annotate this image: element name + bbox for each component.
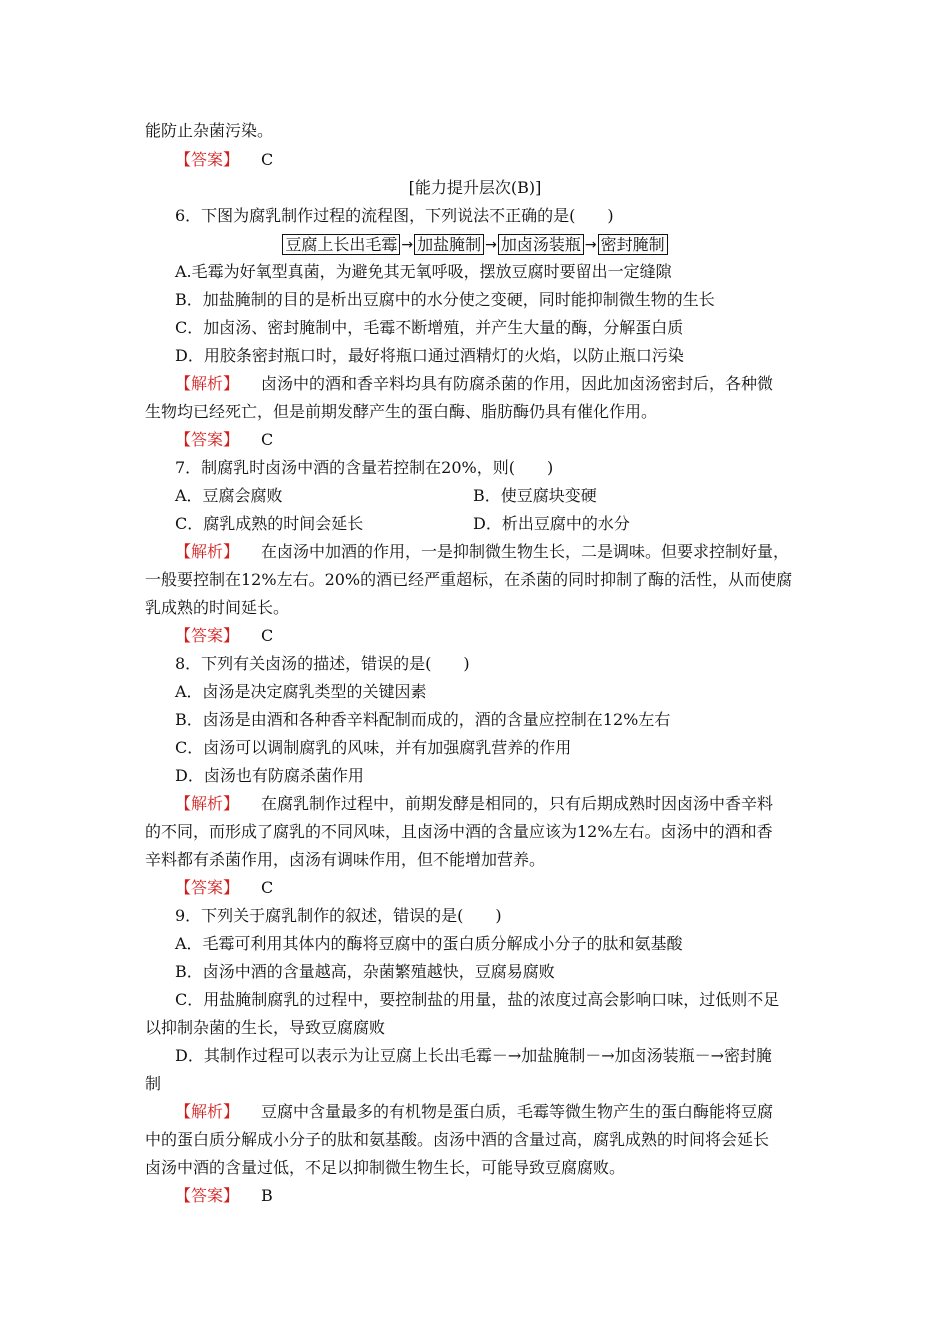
q7-stem: 7．制腐乳时卤汤中酒的含量若控制在20%，则( ) bbox=[175, 458, 554, 477]
q6-answer: C bbox=[261, 430, 274, 449]
q7-analysis-text-1: 在卤汤中加酒的作用，一是抑制微生物生长，二是调味。但要求控制好量， bbox=[261, 542, 790, 561]
q7-analysis-line-1 bbox=[175, 542, 789, 562]
section-title: [能力提升层次(B)] bbox=[408, 178, 542, 197]
q9-analysis-line-2: 中的蛋白质分解成小分子的肽和氨基酸。卤汤中酒的含量过高，腐乳成熟的时间将会延长 bbox=[145, 1130, 770, 1149]
q6-analysis-text-1: 卤汤中的酒和香辛料均具有防腐杀菌的作用，因此加卤汤密封后，各种微 bbox=[261, 374, 774, 393]
analysis-label: 【解析】 bbox=[175, 542, 240, 561]
q9-option-c-line-2: 以抑制杂菌的生长，导致豆腐腐败 bbox=[145, 1018, 386, 1037]
q6-option-a: A.毛霉为好氧型真菌，为避免其无氧呼吸，摆放豆腐时要留出一定缝隙 bbox=[175, 262, 672, 281]
q7-option-a: A．豆腐会腐败 bbox=[175, 486, 283, 505]
q8-option-b: B．卤汤是由酒和各种香辛料配制而成的，酒的含量应控制在12%左右 bbox=[175, 710, 671, 729]
q7-analysis-line-2: 一般要控制在12%左右。20%的酒已经严重超标，在杀菌的同时抑制了酶的活性，从而使腐 bbox=[145, 570, 793, 589]
flow-step-1: 豆腐上长出毛霉 bbox=[282, 234, 400, 255]
arrow-right-icon: → bbox=[401, 236, 414, 253]
q8-analysis-line-2: 的不同，而形成了腐乳的不同风味，且卤汤中酒的含量应该为12%左右。卤汤中的酒和香 bbox=[145, 822, 773, 841]
q9-analysis-line-3: 卤汤中酒的含量过低，不足以抑制微生物生长，可能导致豆腐腐败。 bbox=[145, 1158, 626, 1177]
q6-analysis-line-2: 生物均已经死亡，但是前期发酵产生的蛋白酶、脂肪酶仍具有催化作用。 bbox=[145, 402, 658, 421]
arrow-right-icon: → bbox=[584, 236, 597, 253]
q9-stem: 9．下列关于腐乳制作的叙述，错误的是( ) bbox=[175, 906, 502, 925]
q9-option-d-line-2: 制 bbox=[145, 1074, 162, 1093]
q8-option-d: D．卤汤也有防腐杀菌作用 bbox=[175, 766, 364, 785]
q9-option-c-line-1: C．用盐腌制腐乳的过程中，要控制盐的用量，盐的浓度过高会影响口味，过低则不足 bbox=[175, 990, 780, 1009]
q8-analysis-text-1: 在腐乳制作过程中，前期发酵是相同的，只有后期成熟时因卤汤中香辛料 bbox=[261, 794, 774, 813]
answer-label: 【答案】 bbox=[175, 878, 240, 897]
q8-answer-line bbox=[175, 878, 273, 898]
analysis-label: 【解析】 bbox=[175, 374, 240, 393]
q9-option-a: A．毛霉可利用其体内的酶将豆腐中的蛋白质分解成小分子的肽和氨基酸 bbox=[175, 934, 683, 953]
q8-answer: C bbox=[261, 878, 274, 897]
answer-label: 【答案】 bbox=[175, 626, 240, 645]
q9-answer-line bbox=[175, 1186, 273, 1206]
q8-stem: 8．下列有关卤汤的描述，错误的是( ) bbox=[175, 654, 470, 673]
analysis-label: 【解析】 bbox=[175, 1102, 240, 1121]
q6-flowchart bbox=[0, 234, 950, 255]
q6-option-b: B．加盐腌制的目的是析出豆腐中的水分使之变硬，同时能抑制微生物的生长 bbox=[175, 290, 715, 309]
q7-answer-line bbox=[175, 626, 273, 646]
q7-analysis-line-3: 乳成熟的时间延长。 bbox=[145, 598, 290, 617]
answer-label: 【答案】 bbox=[175, 430, 240, 449]
q6-analysis-line-1 bbox=[175, 374, 773, 394]
flow-step-4: 密封腌制 bbox=[598, 234, 668, 255]
q6-answer-line bbox=[175, 430, 273, 450]
q9-answer: B bbox=[261, 1186, 273, 1205]
arrow-right-icon: → bbox=[485, 236, 497, 253]
q9-option-b: B．卤汤中酒的含量越高，杂菌繁殖越快，豆腐易腐败 bbox=[175, 962, 555, 981]
answer-label: 【答案】 bbox=[175, 1186, 240, 1205]
q5-answer-line bbox=[175, 150, 273, 170]
q6-stem: 6．下图为腐乳制作过程的流程图，下列说法不正确的是( ) bbox=[175, 206, 614, 225]
q7-option-b: B．使豆腐块变硬 bbox=[473, 486, 597, 505]
flow-step-2: 加盐腌制 bbox=[414, 234, 484, 255]
q7-answer: C bbox=[261, 626, 274, 645]
q9-analysis-line-1 bbox=[175, 1102, 773, 1122]
analysis-label: 【解析】 bbox=[175, 794, 240, 813]
q8-option-c: C．卤汤可以调制腐乳的风味，并有加强腐乳营养的作用 bbox=[175, 738, 572, 757]
q5-answer: C bbox=[261, 150, 274, 169]
q6-option-c: C．加卤汤、密封腌制中，毛霉不断增殖，并产生大量的酶，分解蛋白质 bbox=[175, 318, 684, 337]
intro-tail: 能防止杂菌污染。 bbox=[145, 121, 274, 140]
flow-step-3: 加卤汤装瓶 bbox=[498, 234, 584, 255]
answer-label: 【答案】 bbox=[175, 150, 240, 169]
q6-option-d: D．用胶条密封瓶口时，最好将瓶口通过酒精灯的火焰，以防止瓶口污染 bbox=[175, 346, 684, 365]
q9-option-d-line-1: D．其制作过程可以表示为让豆腐上长出毛霉－→加盐腌制－→加卤汤装瓶－→密封腌 bbox=[175, 1046, 773, 1065]
q9-analysis-text-1: 豆腐中含量最多的有机物是蛋白质，毛霉等微生物产生的蛋白酶能将豆腐 bbox=[261, 1102, 774, 1121]
q8-analysis-line-1 bbox=[175, 794, 773, 814]
q8-option-a: A．卤汤是决定腐乳类型的关键因素 bbox=[175, 682, 427, 701]
q7-option-d: D．析出豆腐中的水分 bbox=[473, 514, 630, 533]
q8-analysis-line-3: 辛料都有杀菌作用，卤汤有调味作用，但不能增加营养。 bbox=[145, 850, 546, 869]
q7-option-c: C．腐乳成熟的时间会延长 bbox=[175, 514, 364, 533]
